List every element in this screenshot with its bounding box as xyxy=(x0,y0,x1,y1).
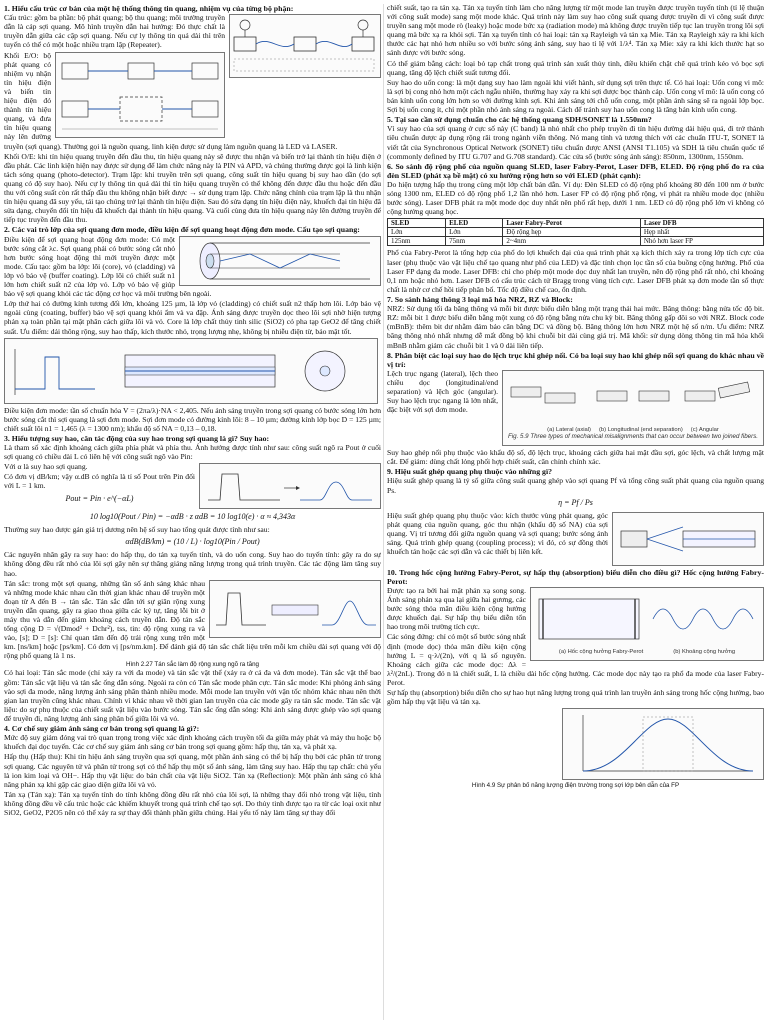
table-row xyxy=(388,228,764,237)
right-column xyxy=(387,3,764,1021)
table-cell: 75nm xyxy=(446,237,503,246)
section-6-title: 6. So sánh độ rộng phổ của nguồn quang SLED, laser Fabry-Perot, Laser DFB, ELED. Độ rộng phổ đo ra của đèn SLED (phát xạ bề mặt) có xu hướng rộng hơn so với ELED (phát cạnh): xyxy=(387,161,764,180)
misalignment-label-angular: (c) Angular xyxy=(690,426,719,433)
table-cell: Lớn xyxy=(446,228,503,237)
dispersion-figure-caption: Hình 2.27 Tán sắc làm độ rộng xung ngõ ra tăng xyxy=(125,661,259,669)
table-row xyxy=(388,237,764,246)
section-7-title: 7. So sánh hàng thông 3 loại mã hóa NRZ, RZ và Block: xyxy=(387,294,573,304)
section-3-paragraph-6: Tán sắc: trong một sợi quang, những tần số ánh sáng khác nhau và những mode khác nhau cần thời gian khác nhau để truyền một đoạn từ A đến B → tán sắc. Tán sắc dẫn tới sự giãn rộng xung truyền dẫn quang, gây ra giao thoa giữa các ký tự, tăng lỗi bit ở máy thu và dẫn đến giảm khoảng cách truyền dẫn. Độ tán sắc tổng cộng D = √(Dmod² + Dchr²), tss, tin: độ rộng xung ra và vào, [s]; D = [s]: Chỉ quan tâm đến độ trải rộng xung trên một km. [ns/km] hoặc [ps/km]. Có đơn vị [ps/nm.km]. Để đánh giá độ tán sắc chất liệu trên mỗi km chiều dài sợi quang với độ rộng phổ quang là 1 ns. xyxy=(4,578,381,661)
system-diagram-figure xyxy=(229,14,381,78)
section-3-paragraph-1: Là tham số xác định khoảng cách giữa phía phát và phía thu. Ánh hưởng được tính như sau: công suất ngõ ra Pout ở cuối sợi quang có chiều dài L có liên hệ với công suất ngõ vào Pin: xyxy=(4,443,381,462)
fabry-perot-label-cavity: (a) Hốc cộng hưởng Fabry-Perot xyxy=(558,649,644,656)
table-header-cell: Laser Fabry-Perot xyxy=(503,219,640,228)
section-9-title: 9. Hiệu suất ghép quang phụ thuộc vào những gì? xyxy=(387,467,553,477)
right-paragraph-1: chiết suất, tạo ra tán xạ. Tán xạ tuyến tính làm cho năng lượng từ một mode lan truyền được truyền tuyến tính (tỉ lệ thuận với công suất mode) sang một mode khác. Quá trình này làm suy hao công suất quang được truyền đi vì công suất được truyền sang một mode rò (leaky) hoặc mode bức xạ (radiation mode) mà không được truyền tiếp tục lan truyền trong lõi sợi quang mà bức xạ ra khỏi sợi. Tán xạ tuyến tính có hai loại: tán xạ Rayleigh và tán xạ Mie. Tán xạ Rayleigh xảy ra khi kích thước các hạt nhỏ hơn nhiều so với bước sóng ánh sáng, suy hao tỉ lệ với 1/λ⁴. Tán xạ Mie: xảy ra khi kích thước hạt so sánh được với bước sóng. xyxy=(387,3,764,58)
right-paragraph-2: Có thể giảm bằng cách: loại bỏ tạp chất trong quá trình sản xuất thủy tinh, điều khiển chặt chẽ quá trình kéo vỏ bọc sợi quang, tăng độ lệch chiết suất tương đối. xyxy=(387,58,764,77)
fiber-structure-figure xyxy=(179,236,381,286)
left-column xyxy=(4,3,381,1021)
section-10-paragraph-1: Được tạo ra bởi hai mặt phản xạ song song. Ánh sáng phản xạ qua lại giữa hai gương, các bước sóng thỏa mãn điều kiện cộng hưởng được khuếch đại. Sự hấp thụ biểu diễn tổn hao trong môi trường tích cực. xyxy=(387,586,526,632)
table-header-cell: Laser DFB xyxy=(640,219,763,228)
source-comparison-table xyxy=(387,218,764,246)
section-9-paragraph-1: Hiệu suất ghép quang là tỷ số giữa công suất quang ghép vào sợi quang Pf và tổng công suất phát quang của nguồn quang Ps. xyxy=(387,476,764,495)
right-paragraph-3: Suy hao do uốn cong: là một dạng suy hao làm ngoài khi viết hành, sử dụng sợi trên thực tế. Có hai loại: Uốn cong vi mô: là sợi bị cong nhỏ hơn một cách ngẫu nhiên, thường hay xảy ra khi sợi được bọc thành cáp. Uốn cong vĩ mô: là uốn cong có bán kính uốn cong lớn hơn so với đường kính sợi. Khi ánh sáng tới chỗ uốn cong, một phần ánh sáng sẽ ra ngoài lớp bọc. Sợi bị uốn cong ít, chỉ một phần nhỏ ánh sáng ra ngoài. Cách để tránh suy hao uốn cong là tăng bán kính uốn cong. xyxy=(387,77,764,115)
table-header-cell: SLED xyxy=(388,219,446,228)
section-3-paragraph-5: Các nguyên nhân gây ra suy hao: do hấp thụ, do tán xạ tuyến tính, và do uốn cong. Suy hao do tuyến tính: gây ra do sự không đồng đều rất nhỏ của lõi sợi gây nên sự thăng giáng năng lượng trong quá trình truyền. Các tác động làm tăng suy hao. xyxy=(4,550,381,578)
section-6-paragraph-2: Phổ của Fabry-Perot là tổng hợp của phổ do lợi khuếch đại của quá trình phát xạ kích thích xảy ra trong lớp tích cực của laser (phụ thuộc vào vật liệu chế tạo quang như phổ của LED) và đặc tính chọn lọc tần số của buồng cộng hưởng. Phổ của Laser FP dạng đa mode. Laser DFB: chỉ cho phép một mode dọc duy nhất lan truyền, nên độ rộng phổ rất nhỏ, chỉ khoảng 0,1 nm hoặc nhỏ hơn. Laser DFB có cấu trúc cách tử Bragg trong vùng tích cực. Laser DFB phát xạ đơn mode tần số thực chất là nhờ cơ chế hồi tiếp phân bố. Tốc độ điều chế cao, ổn định. xyxy=(387,248,764,294)
section-3-paragraph-2: Với α là suy hao sợi quang. xyxy=(4,462,88,472)
table-cell: 125nm xyxy=(388,237,446,246)
transmission-link-figure xyxy=(55,52,225,138)
section-8-paragraph-1: Lệch trục ngang (lateral), lệch theo chiều dọc (longitudinal/end separation) và lệch góc (angular). Suy hao lệch trục ngang là lớn nhất, đặc biệt với sợi đơn mode. xyxy=(387,369,498,415)
table-header-row xyxy=(388,219,764,228)
table-cell: 2~4nm xyxy=(503,237,640,246)
field-distribution-caption: Hình 4.9 Sự phân bố năng lượng điện trường trong sợi lớp bên dẫn của FP xyxy=(471,782,680,790)
table-cell: Hẹp nhất xyxy=(640,228,763,237)
table-cell: Độ rộng hẹp xyxy=(503,228,640,237)
misalignment-figure xyxy=(502,370,764,446)
field-distribution-figure xyxy=(562,708,764,780)
fabry-perot-label-resonance: (b) Khoảng cộng hưởng xyxy=(673,649,736,656)
misalignment-label-longitudinal: (b) Longitudinal (end separation) xyxy=(599,426,683,433)
section-4-title: 4. Cơ chế suy giảm ánh sáng cơ bản trong sợi quang là gì?: xyxy=(4,724,200,734)
section-10-paragraph-3: Sự hấp thụ (absorption) biểu diễn cho sự hao hụt năng lượng trong quá trình lan truyền ánh sáng trong hốc cộng hưởng, bao gồm hấp thụ vật liệu và tán xạ. xyxy=(387,688,764,707)
section-7-paragraph-1: NRZ: Sử dụng tối đa băng thông và mỗi bit được biểu diễn bằng một trạng thái hai mức. Băng thông: bằng nửa tốc độ bit. RZ: mỗi bit 1 được biểu diễn bằng một xung có độ rộng bằng nửa chu kỳ bit. Băng thông gấp đôi so với NRZ. Block code (mBnB): thêm bit dư nhằm đảm bảo cân bằng DC và đồng bộ. Băng thông lớn hơn NRZ một hệ số n/m. Ưu điểm: NRZ băng thông nhỏ nhất nhưng dễ mất đồng bộ khi chuỗi bit dài cùng giá trị. Mã khối: sử dụng dòng thông tin mã hóa khối mBnB nhằm giảm các chuỗi bit 1 và 0 dài liên tiếp. xyxy=(387,304,764,350)
section-4-paragraph-2: Hấp thụ (Hấp thu): Khi tín hiệu ánh sáng truyền qua sợi quang, một phần ánh sáng có thể bị hấp thụ bởi các phân tử trong sợi quang. Các nguyên tử và phân tử trong sợi có thể hấp thụ một số ánh sáng, làm tăng suy hao. Hấp thụ tạp chất: chủ yếu là ion kim loại và OH−. Hấp thụ vật liệu: do bản chất của vật liệu SiO2. Tán xạ (Reflection): Một phần ánh sáng có khả năng phản xạ khi gặp các giao diện giữa lõi và vỏ. xyxy=(4,752,381,789)
section-4-paragraph-1: Mức độ suy giảm đóng vai trò quan trọng trong việc xác định khoảng cách truyền tối đa giữa máy phát và máy thu hoặc bộ khuếch đại dọc tuyến. Các cơ chế suy giảm ánh sáng cơ bản trong sợi quang gồm: hấp thụ, tán xạ, và phát xạ. xyxy=(4,733,381,752)
section-1-paragraph-3: Khối O/E: khi tín hiệu quang truyền đến đầu thu, tín hiệu quang này sẽ được thu nhận và biến trở lại thành tín hiệu điện ở đầu phát. Các linh kiện hiện nay được sử dụng để làm chức năng này là PIN và APD, và chúng thường được gọi là linh kiện tách sóng quang (photo-detector). Trạm lặp: khi truyền trên sợi quang, công suất tín hiệu quang bị suy hao dần (do sợi quang có độ suy hao). Nếu cự ly thông tin quá dài thì tín hiệu quang truyền có thể không đến được đầu thu hoặc đến đầu thu với công suất còn rất thấp đầu thu không nhận biết được → sử dụng trạm lặp. Chức năng chính của trạm lặp là thu nhận tín hiệu quang đã suy yếu, tái tạo chúng trở lại thành tín hiệu điện. Sau đó sửa dạng tín hiệu điện này, khuếch đại tín hiệu đã sửa dạng, chuyển đổi tín hiệu đã khuếch đại thành tín hiệu quang. Và cuối cùng đưa tín hiệu quang này lên đường truyền để tiếp tục truyền đến đầu thu. xyxy=(4,151,381,225)
section-9-paragraph-2: Hiệu suất ghép quang phụ thuộc vào: kích thước vùng phát quang, góc phát quang của nguồn quang, góc thu nhận (khẩu độ số NA) của sợi quang. Vị trí tương đối giữa nguồn quang và sợi quang; bước sóng ánh sáng. Quá trình ghép quang (coupling process); vì đó, có sự đồng thời khuếch tán hoặc các sợi dẫn và các thiết bị liên kết. xyxy=(387,510,608,556)
section-3-paragraph-3: Có đơn vị dB/km; vậy α.dB có nghĩa là tỉ số Pout trên Pin đối với L = 1 km. xyxy=(4,472,195,491)
section-2-paragraph-2: Lớp thứ hai có đường kính tương đối lớn, khoảng 125 µm, là lớp vỏ (cladding) có chiết suất n2 thấp hơn lõi. Lớp bảo vệ ngoài cùng (coating, buffer) bảo vệ sợi quang khỏi ẩm và va đập. Ánh sáng được truyền dọc theo lõi sợi nhờ hiện tượng phản xạ toàn phần tại mặt phân cách giữa lõi và vỏ. Core là lớp chất thủy tinh silic (SiO2) có pha tạp GeO2 để tăng chiết suất. Ưu điểm: dải thông rộng, suy hao thấp, kích thước nhỏ, trọng lượng nhẹ, không bị nhiễu điện từ, bảo mật tốt. xyxy=(4,299,381,336)
equation-attenuation-coefficient: αdB(dB/km) = (10 / L) · log10(Pin / Pout) xyxy=(125,537,260,547)
section-5-paragraph-1: Vì suy hao của sợi quang ở cực số này (C band) là nhỏ nhất cho phép truyền đi tín hiệu đường dài hiệu quả, đi trở thành tiêu chuẩn được áp dụng rộng rãi trong ngành viễn thông. Nó mang tính và tương thích với các chuẩn ITU-T, SONET là viết tắt của Synchronous Optical Network (SONET) tiêu chuẩn được ANSI (ANSI T1.105) và SDH là tiêu chuẩn quốc tế (commonly defined by ITU G.707 and G.708 standard). Các cửa sổ (bước sóng ánh sáng): 850nm, 1300nm, 1550nm. xyxy=(387,124,764,161)
section-3-title: 3. Hiểu tượng suy hao, cân tác động của suy hao trong sợi quang là gì? Suy hao: xyxy=(4,433,270,443)
column-divider xyxy=(383,4,384,1020)
section-1-paragraph-1: Cấu trúc: gồm ba phần: bộ phát quang; bộ thu quang; môi trường truyền dẫn là cáp sợi quang. Mô hình truyền dẫn hai hướng: Đó thực chất là truyền dẫn giữa các cặp sợi quang. Nếu cự ly thông tin quá dài thì trên tuyến có thể có một hoặc nhiều trạm lặp (Repeater). xyxy=(4,13,225,50)
misalignment-label-lateral: (a) Lateral (axial) xyxy=(547,426,591,433)
table-header-cell: ELED xyxy=(446,219,503,228)
section-2-paragraph-3: Điều kiện đơn mode: tần số chuẩn hóa V = (2πa/λ)·NA < 2,405. Nếu ánh sáng truyền trong sợi quang có bước sóng lớn hơn bước sóng cắt thì sợi quang là sợi đơn mode. Sợi đơn mode có đường kính lõi: 8 – 10 µm; đường kính lớp bọc D = 125 µm; chiết suất lõi n1 = 1,465 (λ = 1300 nm); khẩu độ số NA = 0,13 – 0,18. xyxy=(4,405,381,433)
equation-attenuation-db: 10 log10(Pout / Pin) = −αdB · z αdB = 10 log10(e) · α ≈ 4,343α xyxy=(89,512,296,522)
dispersion-figure xyxy=(209,580,381,638)
misalignment-caption: Fig. 5.9 Three types of mechanical misalignments that can occur between two joined fibers. xyxy=(507,432,759,440)
section-3-paragraph-4: Thường suy hao được gán giá trị dương nên hệ số suy hao tổng quát được tính như sau: xyxy=(4,525,270,535)
section-1-title: 1. Hiểu cấu trúc cơ bản của một hệ thống thông tin quang, nhiệm vụ của từng bộ phận: xyxy=(4,4,294,13)
section-5-title: 5. Tại sao cần sử dụng chuẩn cho các hệ thống quang SDH/SONET là 1.550nm? xyxy=(387,115,652,125)
section-2-title: 2. Các vai trò lớp của sợi quang đơn mode, điều kiện để sợi quang hoạt động đơn mode. Cấu tạo sợi quang: xyxy=(4,225,360,235)
section-10-paragraph-2: Các sóng đứng: chỉ có một số bước sóng nhất định (mode dọc) thỏa mãn điều kiện cộng hưởng L = q·λ/(2n), với q là số nguyên. Khoảng cách giữa các mode dọc: Δλ = λ²/(2nL). Trong đó n là chiết suất, L là chiều dài hốc cộng hưởng. Các mode dọc này tạo ra phổ đa mode của laser Fabry-Perot. xyxy=(387,632,764,687)
section-1-paragraph-2: Khối E/O: bộ phát quang có nhiệm vụ nhận tín hiệu điện và biến tín hiệu điện đó thành tín hiệu quang, và đưa tín hiệu quang này lên đường truyền (sợi quang). Thường gọi là nguồn quang, linh kiện được sử dụng làm nguồn quang là LED và LASER. xyxy=(4,50,338,151)
section-2-paragraph-1: Điều kiện để sợi quang hoạt động đơn mode: Có một bước sóng cắt λc. Sợi quang phải có bước sóng cắt nhỏ hơn bước sóng hoạt động thì mới truyền được một mode. Cấu tạo: gồm ba lớp: lõi (core), vỏ (cladding) và lớp vỏ bảo vệ (buffer coating). Lớp lõi có chiết suất n1 lớn hơn chiết suất n2 của lớp vỏ. Lớp vỏ bảo vệ giúp bảo vệ sợi quang khỏi các tác động cơ học và môi trường bên ngoài. xyxy=(4,234,212,299)
table-cell: Nhỏ hơn laser FP xyxy=(640,237,763,246)
section-8-title: 8. Phân biệt các loại suy hao do lệch trục khi ghép nối. Có ba loại suy hao khi ghép nối sợi quang do khác nhau về vị trí: xyxy=(387,350,764,369)
section-6-paragraph-1: Do hiện tượng hấp thụ trong cùng một lớp chất bán dẫn. Ví dụ: Đèn SLED có độ rộng phổ khoảng 80 đến 100 nm ở bước sóng 1300 nm, ELED có độ rộng phổ 1,2 lần nhỏ hơn. Laser FP có độ rộng phổ rộng, vì phát ra nhiều mode dọc (nhiều bước sóng). Laser DFB phát ra một mode dọc duy nhất nên phổ rất hẹp, dưới 1 nm. LED có độ rộng phổ lớn vì không có cộng hưởng quang học. xyxy=(387,180,764,217)
section-4-paragraph-3: Tán xạ (Tán xạ): Tán xạ tuyến tính do tính không đồng đều rất nhỏ của lõi sợi, là những thay đổi nhỏ trong vật liệu, tính không đồng đều về cấu trúc hoặc các khiếm khuyết trong quá trình chế tạo sợi. Do thủy tinh được tạo ra từ các loại oxit như SiO2, GeO2, P2O5 nên có thể xảy ra sự thay đổi thành phần giữa chúng. Hai yếu tố này làm tăng sự thay đổi xyxy=(4,789,381,817)
index-profile-figure xyxy=(4,338,378,404)
coupling-figure xyxy=(612,512,764,566)
attenuation-pulse-figure xyxy=(199,463,381,509)
table-cell: Lớn xyxy=(388,228,446,237)
section-3-paragraph-7: Có hai loại: Tán sắc mode (chỉ xảy ra với đa mode) và tán sắc vật thể (xảy ra ở cả đa và đơn mode). Tán sắc vật thể bao gồm: Tán sắc vật liệu và tán sắc ống dẫn sóng. Ngoài ra còn có Tán sắc mode phân cực. Tán sắc mode: Khi phóng ánh sáng vào sợi đa mode, năng lượng ánh sáng phân thành nhiều mode. Mỗi mode lan truyền với vận tốc nhóm khác nhau nên thời gian lan truyền cũng khác nhau. Chính vì khác nhau về thời gian lan truyền của các mode gây ra tán sắc mode. Tán sắc vật liệu: do sự phụ thuộc của chiết suất vật liệu vào bước sóng. Tán sắc ống dẫn sóng: Khi ánh sáng được ghép vào sợi quang để truyền đi, năng lượng ánh sáng phân bố giữa lõi và vỏ. xyxy=(4,668,381,723)
fabry-perot-figure xyxy=(530,587,764,661)
section-8-paragraph-2: Suy hao ghép nối phụ thuộc vào khẩu độ số, độ lệch trục, khoảng cách giữa hai mặt đầu sợi, góc lệch, và chất lượng mặt cắt. Để giảm: dùng chất lỏng phối hợp chiết suất, căn chỉnh chính xác. xyxy=(387,448,764,467)
section-10-title: 10. Trong hốc cộng hưởng Fabry-Perot, sự hấp thụ (absorption) biểu diễn cho điều gì? Hốc cộng hưởng Fabry-Perot: xyxy=(387,567,764,586)
coupling-efficiency-equation: η = Pf / Ps xyxy=(558,497,593,507)
equation-power-out: Pout = Pin · e^(−αL) xyxy=(65,493,134,503)
